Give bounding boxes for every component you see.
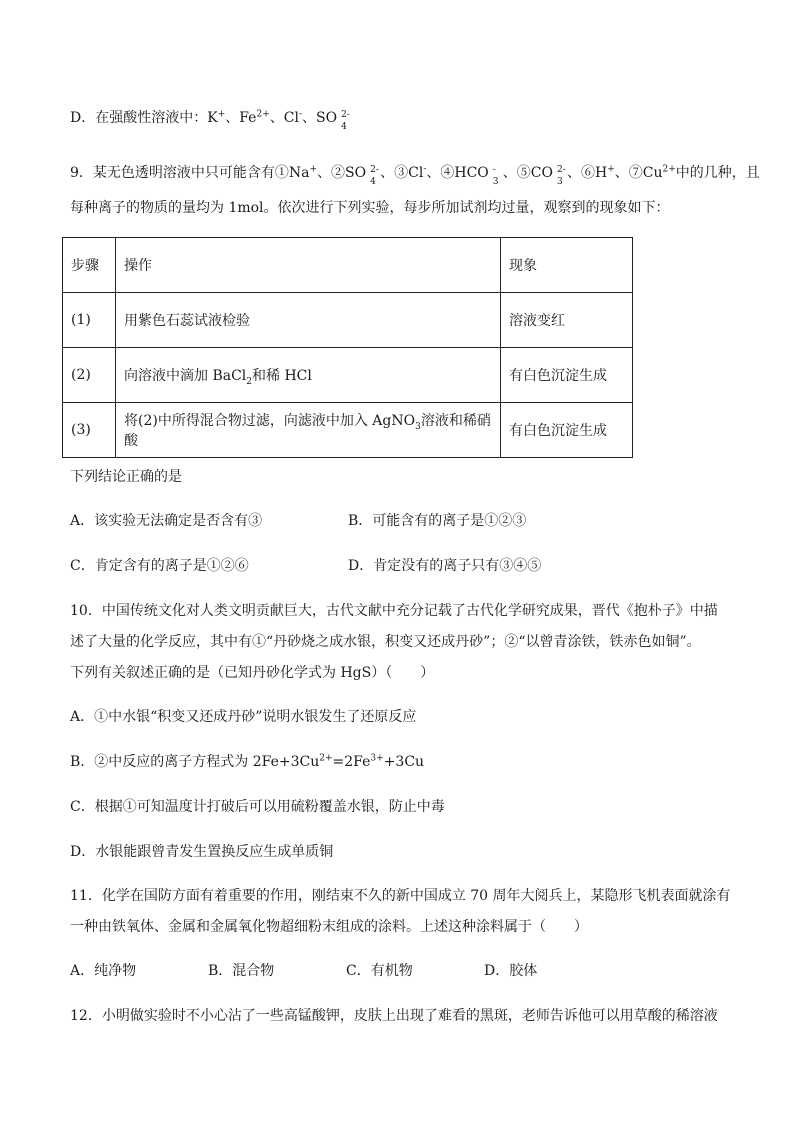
q12-stem-line1: 12．小明做实验时不小心沾了一些高锰酸钾，皮肤上出现了难看的黑斑，老师告诉他可以用草酸的稀溶液 xyxy=(70,1008,718,1024)
q9-stem-line1: 9．某无色透明溶液中只可能含有①Na+、②SO 2- 4 、③Cl-、④HCO - 3 、⑤CO 2- 3 、⑥H+、$⑦Cu^{2+}$中的几种，且 xyxy=(70,164,760,187)
q11-stem-line1: 11．化学在国防方面有着重要的作用，刚结束不久的新中国成立 70 周年大阅兵上，某隐形飞机表面就涂有 xyxy=(70,888,731,904)
header-step: 步骤 xyxy=(63,238,116,293)
q10-stem-line3: 下列有关叙述正确的是（已知丹砂化学式为 HgS）（ ） xyxy=(70,665,435,681)
q11-option-d[interactable]: D．胶体 xyxy=(484,963,538,979)
q9-option-b[interactable]: B．可能含有的离子是①②③ xyxy=(348,513,527,529)
q11-option-c[interactable]: C．有机物 xyxy=(346,963,413,979)
q9-option-c[interactable]: C．肯定含有的离子是①②⑥ xyxy=(70,558,249,574)
q10-stem-line1: 10．中国传统文化对人类文明贡献巨大，古代文献中充分记载了古代化学研究成果，晋代《抱朴子》中描 xyxy=(70,603,718,619)
q9-option-d[interactable]: D．肯定没有的离子只有③④⑤ xyxy=(348,558,542,574)
so4-ion-formula: 2- 4 xyxy=(341,110,350,132)
table-header-row xyxy=(63,238,633,293)
q11-stem-line2: 一种由铁氧体、金属和金属氧化物超细粉末组成的涂料。上述这种涂料属于（ ） xyxy=(70,919,588,935)
q9-stem-line2: 每种离子的物质的量均为 1mol。依次进行下列实验，每步所加试剂均过量，观察到的现象如下： xyxy=(70,200,670,216)
q11-option-b[interactable]: B．混合物 xyxy=(208,963,275,979)
q10-option-b[interactable]: B．②中反应的离子方程式为 $2Fe+3Cu^{2+}=2Fe^{3+}+3Cu$ xyxy=(70,753,425,770)
q10-stem-line2: 述了大量的化学反应，其中有①“丹砂烧之成水银，积变又还成丹砂”；②“以曾青涂铁，铁赤色如铜”。 xyxy=(70,634,701,650)
header-phenomenon: 现象 xyxy=(501,238,633,293)
q10-option-a[interactable]: A．①中水银“积变又还成丹砂”说明水银发生了还原反应 xyxy=(70,709,417,725)
table-row: (1) 用紫色石蕊试液检验 溶液变红 xyxy=(63,293,633,348)
q10-option-c[interactable]: C．根据①可知温度计打破后可以用硫粉覆盖水银，防止中毒 xyxy=(70,799,445,815)
q9-option-a[interactable]: A．该实验无法确定是否含有③ xyxy=(70,513,263,529)
q10-option-d[interactable]: D．水银能跟曾青发生置换反应生成单质铜 xyxy=(70,844,334,860)
table-row: (3) 将(2)中所得混合物过滤，向滤液中加入 AgNO$_3$溶液和稀硝酸 有白色沉淀生成 xyxy=(63,403,633,458)
q11-option-a[interactable]: A．纯净物 xyxy=(70,963,137,979)
experiment-steps-table xyxy=(62,237,633,458)
table-row: (2) 向溶液中滴加 BaCl$_2$和稀 HCl 有白色沉淀生成 xyxy=(63,348,633,403)
header-operation: 操作 xyxy=(116,238,501,293)
q8-option-d: D．在强酸性溶液中：K+、$Fe^{2+}$、Cl-、SO 2- 4 xyxy=(70,109,350,132)
q9-conclusion-prompt: 下列结论正确的是 xyxy=(70,469,182,485)
